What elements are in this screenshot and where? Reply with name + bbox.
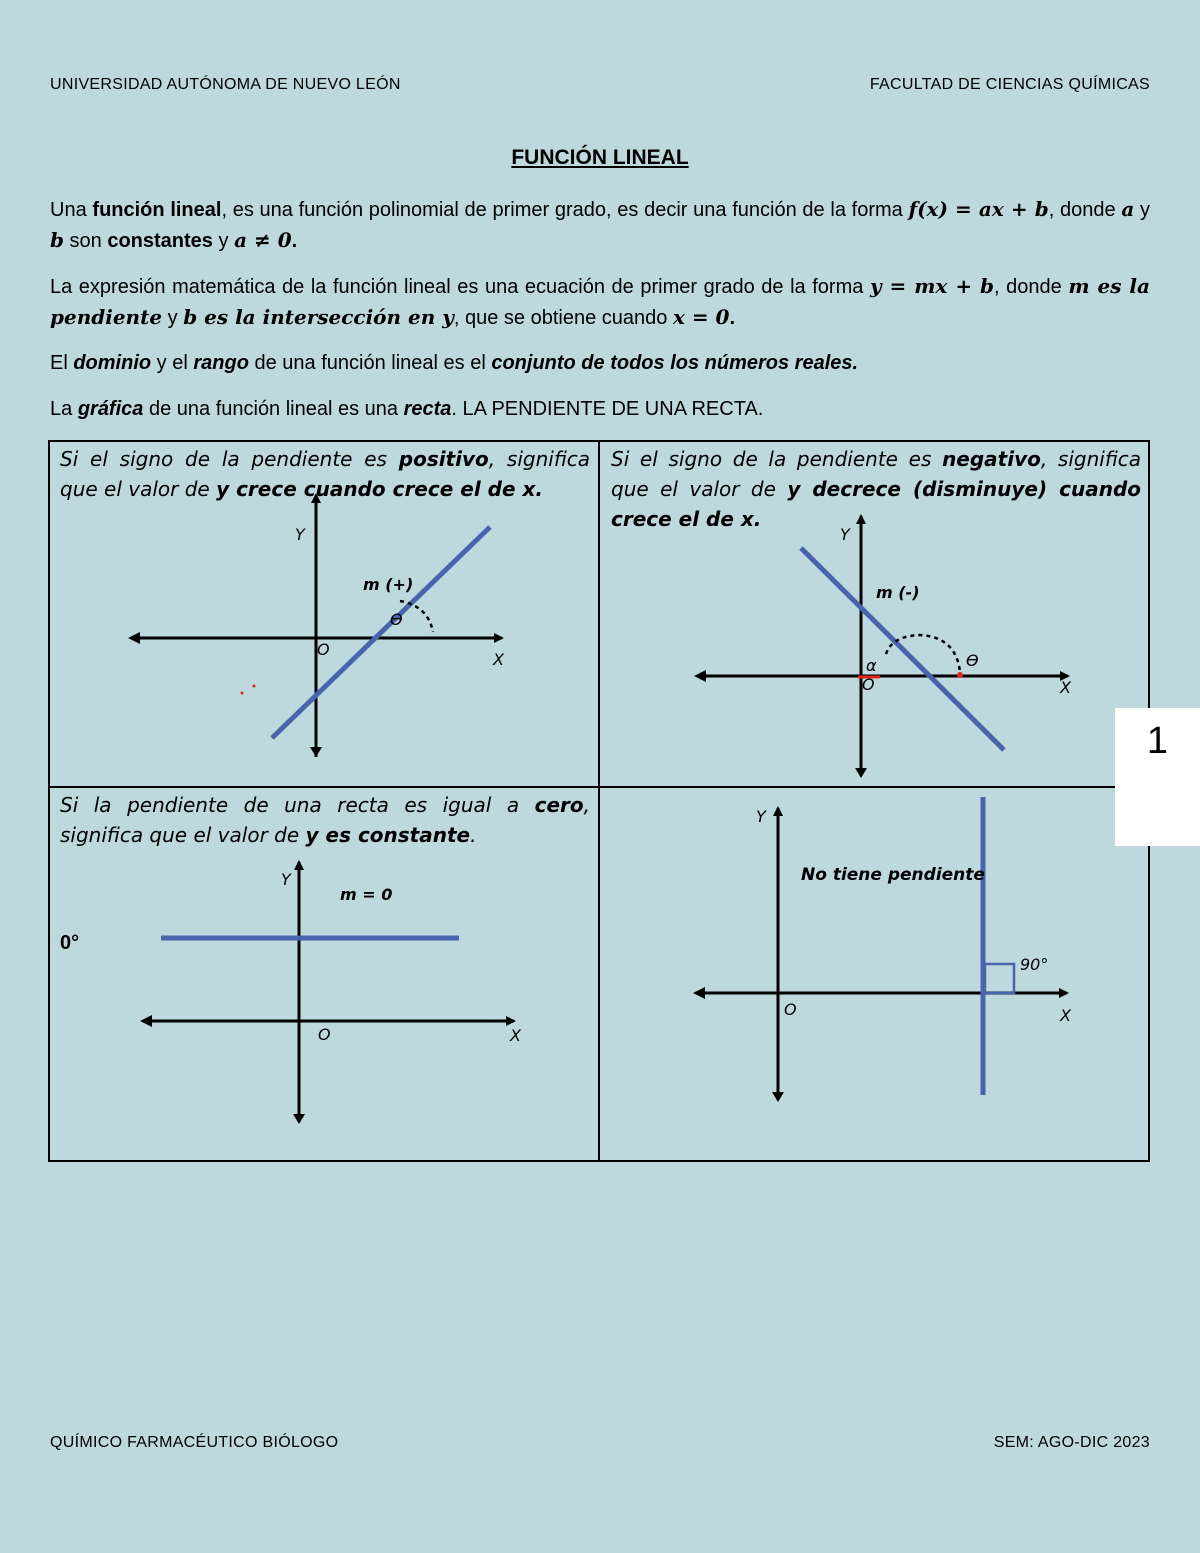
angle-arc [400,601,433,632]
text: Si la pendiente de una recta es igual a [60,793,535,817]
x-axis-left-arrow [128,632,140,644]
label-y: Y [756,807,766,826]
text: de una función lineal es el [248,352,492,374]
y-axis-down-arrow [772,1092,784,1102]
graph-positive-slope [128,495,505,757]
term-constants: constantes [107,230,213,252]
term-graph: gráfica [77,398,144,420]
footer-semester: SEM: AGO-DIC 2023 [993,1434,1150,1451]
text: . [729,307,736,329]
label-slope: m (+) [363,575,414,594]
line-negative [801,548,1004,750]
label-90-degrees: 90° [1020,955,1049,974]
text: , donde [994,276,1069,298]
text: Si el signo de la pendiente es [611,447,943,471]
line-positive [272,527,490,738]
label-no-slope: No tiene pendiente [801,865,985,885]
text: , significa que el valor de [611,447,1141,501]
x-axis-left-arrow [693,987,705,999]
label-y: Y [281,870,291,889]
label-x: X [493,650,504,669]
label-origin: O [317,640,330,659]
term-real-numbers: conjunto de todos los números reales. [491,352,859,374]
math-intercept: b es la intersección en y [183,305,454,329]
label-y: Y [840,525,850,544]
text: y decrece (disminuye) cuando crece el de x. [611,477,1142,531]
text: El [50,352,74,374]
term-domain: dominio [73,352,152,374]
footer-program: QUÍMICO FARMACÉUTICO BIÓLOGO [50,1434,339,1451]
x-axis-left-arrow [140,1015,152,1027]
page-number: 1 [1146,720,1169,762]
text: y [162,307,184,329]
label-slope: m = 0 [340,885,393,904]
text: , que se obtiene cuando [453,307,673,329]
text: y el [151,352,194,374]
stray-mark [253,685,256,688]
term-zero: cero [534,793,584,817]
label-x: X [510,1026,521,1045]
label-slope: m (-) [876,583,920,602]
header-university: UNIVERSIDAD AUTÓNOMA DE NUEVO LEÓN [50,76,401,93]
y-axis-down-arrow [855,768,867,778]
term-range: rango [193,352,249,374]
text: , significa que el valor de [60,447,590,501]
label-alpha: α [866,656,877,675]
header-faculty: FACULTAD DE CIENCIAS QUÍMICAS [869,76,1150,93]
text: . LA PENDIENTE DE UNA RECTA. [451,398,764,420]
label-x: X [1060,1006,1071,1025]
text: Si el signo de la pendiente es [60,447,399,471]
text: . [291,230,298,252]
math-b: b [50,228,64,252]
label-y: Y [295,525,305,544]
math-slope: m es la pendiente [50,274,1150,329]
formula-y: y = mx + b [869,274,995,298]
label-x: X [1060,678,1071,697]
term-positive: positivo [398,447,489,471]
graph-undefined-slope [693,797,1072,1102]
label-origin: O [784,1000,797,1019]
text: Una [50,199,93,221]
text: y es constante [305,823,471,847]
x-axis-left-arrow [694,670,706,682]
text: , donde [1048,199,1122,221]
label-origin: O [318,1025,331,1044]
math-x-zero: x = 0 [672,305,730,329]
text: , significa que el valor de [60,793,590,847]
text: y [1134,199,1150,221]
text: y crece cuando crece el de x. [216,477,543,501]
text: . [470,823,477,847]
page-title: FUNCIÓN LINEAL [511,146,689,169]
term-linear-function: función lineal [92,199,222,221]
text: son [63,230,108,252]
label-theta: ϴ [966,651,979,670]
zero-degree-label: 0° [60,932,80,954]
term-negative: negativo [942,447,1041,471]
stray-mark [241,692,244,695]
text: La [50,398,78,420]
right-angle-marker [985,964,1014,993]
math-a-nonzero: a ≠ 0 [234,228,292,252]
text: , es una función polinomial de primer grado, es decir una función de la forma [221,199,909,221]
graph-negative-slope [694,516,1072,778]
formula-fx: f(x) = ax + b [908,197,1049,221]
text: de una función lineal es una [143,398,404,420]
label-origin: O [862,675,875,694]
y-axis-down-arrow [310,747,322,757]
text: La expresión matemática de la función lineal es una ecuación de primer grado de la forma [50,276,870,298]
graph-zero-slope [140,862,522,1124]
text: y [212,230,235,252]
label-theta: ϴ [390,610,403,629]
y-axis-down-arrow [293,1114,305,1124]
math-a: a [1121,197,1135,221]
term-line: recta [403,398,452,420]
theta-marker [957,672,963,678]
